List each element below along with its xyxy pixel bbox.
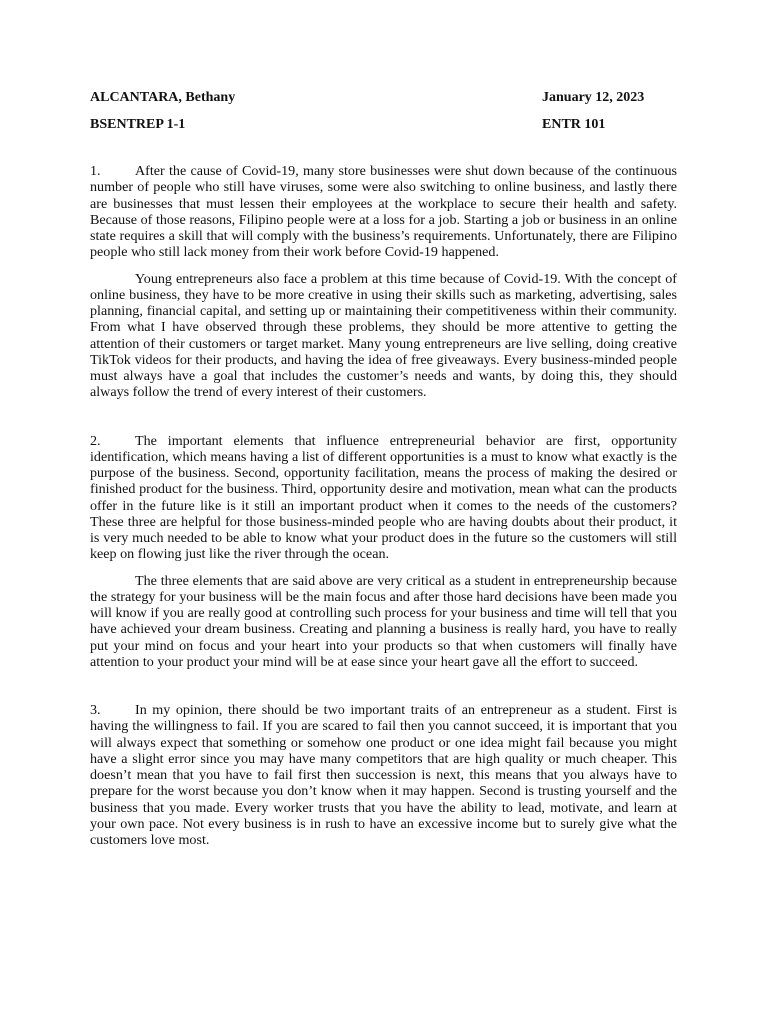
answer-1-paragraph-2: Young entrepreneurs also face a problem at this time because of Covid-19. With the concept of online business, they have to be more creative in using their skills such as marketing, advertising, sales planning, financial capital, and setting up or maintaining their competitiveness within their community. From what I have observed through these problems, they should be more attentive to getting the attention of their customers or target market. Many young entrepreneurs are live selling, doing creative TikTok videos for their products, and having the idea of free giveaways. Every business-minded people must always have a goal that includes the customer’s needs and wants, by doing this, they should always follow the trend of every interest of their customers. (90, 270, 677, 401)
answer-2-paragraph-1 (90, 433, 677, 563)
header-row-2 (90, 117, 677, 133)
answer-2-paragraph-2: The three elements that are said above are very critical as a student in entrepreneurship because the strategy for your business will be the main focus and after those hard decisions have been made you will know if you are really good at controlling such process for your business and time will tell that you have achieved your dream business. Creating and planning a business is really hard, you have to really put your mind on focus and your heart into your products so that when customers will finally have attention to your product your mind will be at ease since your heart gave all the effort to succeed. (90, 572, 677, 670)
answer-3-paragraph-1 (90, 702, 677, 848)
student-section: BSENTREP 1-1 (90, 117, 186, 132)
answer-3 (90, 702, 677, 848)
document-body (90, 163, 677, 848)
document-page (90, 90, 677, 848)
answer-number: 3. (90, 702, 101, 718)
answer-1 (90, 163, 677, 401)
student-name: ALCANTARA, Bethany (90, 90, 236, 105)
answer-2 (90, 433, 677, 671)
paragraph-text: After the cause of Covid-19, many store businesses were shut down because of the continuous number of people who still have viruses, some were also switching to online business, and lastly there are businesses that must lessen their employees at the workplace to secure their health and safety. Because of those reasons, Filipino people were at a loss for a job. Starting a job or business in an online state requires a skill that will comply with the business’s requirements. Unfortunately, there are Filipino people who still lack money from their work before Covid-19 happened. (90, 163, 677, 261)
paragraph-text: The important elements that influence entrepreneurial behavior are first, opportunity identification, which means having a list of different opportunities is a must to know what exactly is the purpose of the business. Second, opportunity facilitation, means the process of making the desired or finished product for the business. Third, opportunity desire and motivation, mean what can the products offer in the future like is it still an important product when it comes to the needs of the customers? These three are helpful for those business-minded people who are having doubts about their product, it is very much needed to be able to know what your product does in the future so the customers will still keep on flowing just like the river through the ocean. (90, 432, 677, 563)
answer-number: 1. (90, 163, 101, 179)
document-date: January 12, 2023 (542, 90, 645, 105)
answer-1-paragraph-1 (90, 163, 677, 261)
paragraph-text: In my opinion, there should be two important traits of an entrepreneur as a student. First is having the willingness to fail. If you are scared to fail then you cannot succeed, it is important that you will always expect that something or somehow one product or one idea might fail because you might have a slight error since you may have many competitors that are high quality or much cheaper. This doesn’t mean that you have to fail first then succession is next, this means that you always have to prepare for the worst because you don’t know when it may happen. Second is trusting yourself and the business that you made. Every worker trusts that you have the ability to lead, motivate, and learn at your own pace. Not every business is in rush to have an excessive income but to surely give what the customers love most. (90, 702, 677, 848)
answer-number: 2. (90, 432, 101, 449)
course-code: ENTR 101 (542, 117, 606, 132)
header-row-1 (90, 90, 677, 106)
